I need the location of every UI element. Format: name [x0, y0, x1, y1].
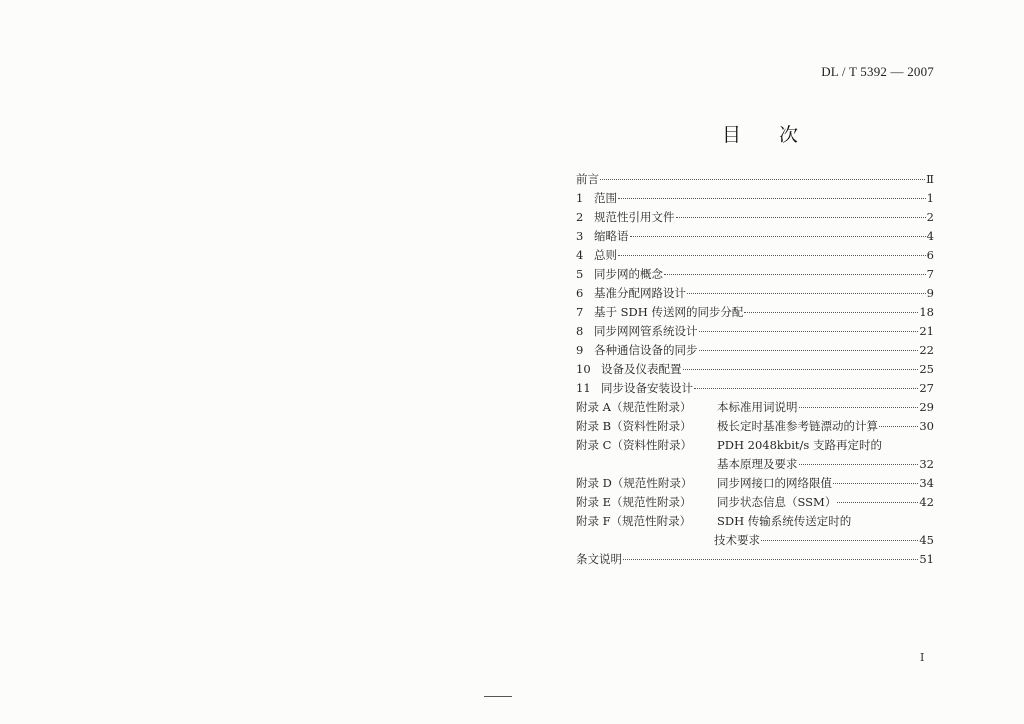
leader-dots [623, 559, 918, 560]
page-number: I [920, 651, 925, 664]
toc-page: 42 [919, 495, 934, 509]
toc-label: 基于 SDH 传送网的同步分配 [594, 305, 744, 319]
leader-dots [833, 483, 918, 484]
toc-page: 25 [919, 362, 934, 376]
leader-dots [799, 407, 919, 408]
leader-dots [699, 331, 919, 332]
leader-dots [699, 350, 919, 351]
toc-page: 4 [926, 229, 934, 243]
toc-page: 45 [919, 533, 934, 547]
toc-label: 技术要求 [714, 533, 760, 547]
appendix-name: 附录 A（规范性附录） [576, 400, 692, 414]
toc-label: 同步网网管系统设计 [594, 324, 698, 338]
leader-dots [799, 464, 919, 465]
toc-page: 27 [919, 381, 934, 395]
toc-page: 18 [919, 305, 934, 319]
toc-label: 规范性引用文件 [594, 210, 675, 224]
appendix-name: 附录 E（规范性附录） [576, 495, 692, 509]
chapter-number: 8 [576, 324, 584, 338]
leader-dots [687, 293, 926, 294]
leader-dots [761, 540, 918, 541]
toc-entry-appendix[interactable] [576, 417, 934, 436]
appendix-name: 附录 B（资料性附录） [576, 419, 692, 433]
leader-dots [618, 255, 926, 256]
chapter-number: 1 [576, 191, 584, 205]
toc-entry-chapter[interactable] [576, 246, 934, 265]
toc-label: 本标准用词说明 [717, 400, 798, 414]
toc-page: 7 [926, 267, 934, 281]
toc-label: 各种通信设备的同步 [594, 343, 698, 357]
toc-label: 缩略语 [594, 229, 629, 243]
toc-entry-chapter[interactable] [576, 265, 934, 284]
leader-dots [618, 198, 926, 199]
toc-label: PDH 2048kbit/s 支路再定时的 [717, 438, 882, 452]
toc-page: 9 [926, 286, 934, 300]
toc-page: 1 [926, 191, 934, 205]
toc-entry-chapter[interactable] [576, 227, 934, 246]
appendix-name: 附录 D（规范性附录） [576, 476, 693, 490]
leader-dots [600, 179, 925, 180]
toc-label: 极长定时基准参考链漂动的计算 [717, 419, 878, 433]
table-of-contents [576, 170, 934, 569]
toc-entry-appendix[interactable] [576, 512, 934, 531]
toc-entry-chapter[interactable] [576, 208, 934, 227]
toc-page: 51 [919, 552, 934, 566]
leader-dots [683, 369, 919, 370]
leader-dots [676, 217, 926, 218]
toc-entry-chapter[interactable] [576, 341, 934, 360]
toc-page: 6 [926, 248, 934, 262]
chapter-number: 10 [576, 362, 591, 376]
toc-label: 总则 [594, 248, 617, 262]
toc-label: SDH 传输系统传送定时的 [717, 514, 852, 528]
toc-label: 同步网的概念 [594, 267, 663, 281]
toc-page: Ⅱ [926, 172, 934, 186]
toc-entry-chapter[interactable] [576, 189, 934, 208]
toc-entry-chapter[interactable] [576, 322, 934, 341]
toc-entry-chapter[interactable] [576, 360, 934, 379]
leader-dots [879, 426, 918, 427]
toc-label: 同步设备安装设计 [601, 381, 693, 395]
toc-label: 设备及仪表配置 [601, 362, 682, 376]
toc-page: 32 [919, 457, 934, 471]
leader-dots [837, 502, 918, 503]
toc-entry-continuation[interactable] [576, 455, 934, 474]
toc-label: 同步状态信息（SSM） [717, 495, 837, 509]
leader-dots [744, 312, 918, 313]
chapter-number: 4 [576, 248, 584, 262]
toc-label: 基准分配网路设计 [594, 286, 686, 300]
toc-label: 前言 [576, 172, 599, 186]
toc-entry-chapter[interactable] [576, 303, 934, 322]
chapter-number: 11 [576, 381, 591, 395]
chapter-number: 2 [576, 210, 584, 224]
toc-label: 条文说明 [576, 552, 622, 566]
standard-code: DL / T 5392 — 2007 [821, 64, 934, 79]
toc-label: 基本原理及要求 [717, 457, 798, 471]
toc-page: 21 [919, 324, 934, 338]
toc-page: 2 [926, 210, 934, 224]
leader-dots [694, 388, 918, 389]
toc-page: 34 [919, 476, 934, 490]
scan-mark [484, 696, 512, 697]
chapter-number: 6 [576, 286, 584, 300]
toc-label: 同步网接口的网络限值 [717, 476, 832, 490]
toc-entry-appendix[interactable] [576, 493, 934, 512]
chapter-number: 5 [576, 267, 584, 281]
chapter-number: 3 [576, 229, 584, 243]
page-title: 目 次 [722, 124, 799, 146]
toc-page: 30 [919, 419, 934, 433]
leader-dots [630, 236, 926, 237]
appendix-name: 附录 F（规范性附录） [576, 514, 692, 528]
toc-entry-explanation[interactable] [576, 550, 934, 569]
chapter-number: 7 [576, 305, 584, 319]
toc-entry-chapter[interactable] [576, 284, 934, 303]
toc-label: 范围 [594, 191, 617, 205]
toc-entry-chapter[interactable] [576, 379, 934, 398]
chapter-number: 9 [576, 343, 584, 357]
toc-page: 22 [919, 343, 934, 357]
toc-entry-continuation[interactable] [576, 531, 934, 550]
toc-page: 29 [919, 400, 934, 414]
appendix-name: 附录 C（资料性附录） [576, 438, 692, 452]
toc-entry-appendix[interactable] [576, 398, 934, 417]
toc-entry-preface[interactable] [576, 170, 934, 189]
toc-entry-appendix[interactable] [576, 474, 934, 493]
leader-dots [664, 274, 926, 275]
toc-entry-appendix[interactable] [576, 436, 934, 455]
